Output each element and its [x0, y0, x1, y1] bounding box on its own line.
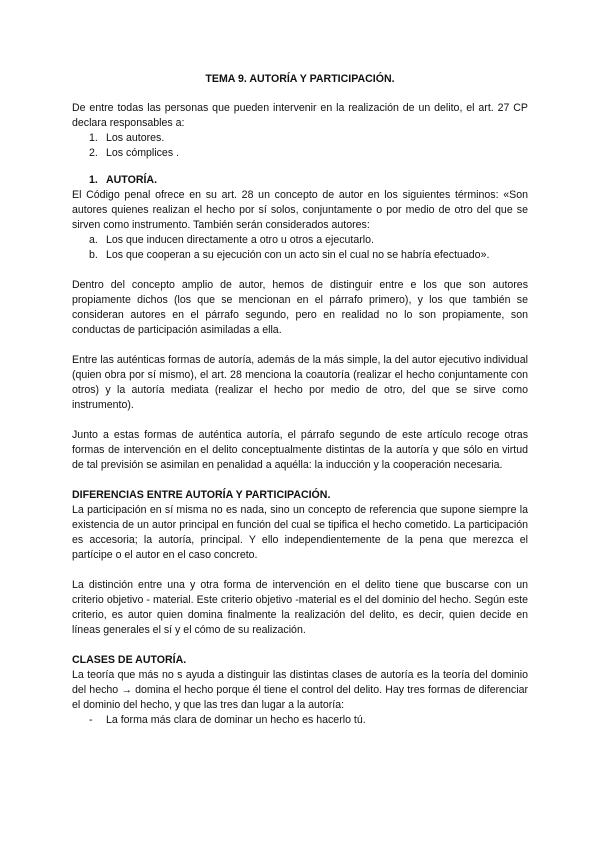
section-title: AUTORÍA.: [106, 174, 158, 186]
intro-paragraph: De entre todas las personas que pueden intervenir en la realización de un delito, el art. 27 CP declara responsables a:: [72, 102, 528, 129]
section-heading-clases: CLASES DE AUTORÍA.: [72, 654, 187, 666]
paragraph: La teoría que más no s ayuda a distinguir las distintas clases de autoría es la teoría del dominio del hecho → domina el hecho porque él tiene el control del delito. Hay tres formas de diferenciar el dominio del hecho, y que las tres dan lugar a la autoría:: [72, 669, 528, 711]
paragraph: La distinción entre una y otra forma de intervención en el delito tiene que buscarse con un criterio objetivo - material. Este criterio objetivo -material es el del dominio del hecho. Según este criterio, es autor quien domina finalmente la realización del delito, es decir, quien decide en líneas generales el sí y el cómo de su realización.: [72, 579, 528, 636]
document-title: TEMA 9. AUTORÍA Y PARTICIPACIÓN.: [205, 73, 395, 85]
list-item-text: La forma más clara de dominar un hecho es hacerlo tú.: [106, 714, 366, 726]
list-item: [72, 713, 528, 728]
list-item: [72, 248, 528, 263]
section-number: 1.: [89, 174, 98, 186]
paragraph: Entre las auténticas formas de autoría, además de la más simple, la del autor ejecutivo individual (quien obra por sí mismo), el art. 28 menciona la coautoría (realizar el hecho conjuntamente con otros) y la autoría mediata (realizar el hecho por medio de otro, del que se sirve como instrumento).: [72, 354, 528, 411]
paragraph: Junto a estas formas de auténtica autoría, el párrafo segundo de este artículo recoge otras formas de intervención en el delito conceptualmente distintas de la autoría y que sólo en virtud de tal previsión se asimilan en penalidad a aquélla: la inducción y la cooperación necesaria.: [72, 429, 528, 471]
list-item-text: Los cómplices .: [106, 147, 180, 159]
list-marker: 2.: [89, 147, 98, 159]
list-item: [72, 146, 528, 161]
list-marker: 1.: [89, 132, 98, 144]
list-item-text: Los que cooperan a su ejecución con un acto sin el cual no se habría efectuado».: [106, 249, 490, 261]
list-item: [72, 233, 528, 248]
list-marker: a.: [89, 234, 98, 246]
list-marker: b.: [89, 249, 98, 261]
dominio-list: [72, 713, 528, 728]
paragraph: Dentro del concepto amplio de autor, hemos de distinguir entre e los que son autores propiamente dichos (los que se mencionan en el párrafo primero), y los que también se consideran autores en el párrafo segundo, pero en realidad no lo son propiamente, son conductas de participación asimiladas a ella.: [72, 279, 528, 336]
list-marker: -: [89, 714, 93, 726]
section-heading-diferencias: DIFERENCIAS ENTRE AUTORÍA Y PARTICIPACIÓN.: [72, 489, 331, 501]
list-item-text: Los que inducen directamente a otro u otros a ejecutarlo.: [106, 234, 374, 246]
intro-list: [72, 131, 528, 161]
autores-list: [72, 233, 528, 263]
list-item-text: Los autores.: [106, 132, 165, 144]
section-heading-autoria: [72, 173, 528, 188]
list-item: [72, 131, 528, 146]
paragraph: El Código penal ofrece en su art. 28 un concepto de autor en los siguientes términos: «Son autores quienes realizan el hecho por sí solos, conjuntamente o por medio de otro del que se sirven como instrumento. También serán considerados autores:: [72, 189, 528, 231]
paragraph: La participación en sí misma no es nada, sino un concepto de referencia que supone siempre la existencia de un autor principal en función del cual se tipifica el hecho cometido. La participación es accesoria; la autoría, principal. Y ello independientemente de la pena que merezca el partícipe o el autor en el caso concreto.: [72, 504, 528, 561]
